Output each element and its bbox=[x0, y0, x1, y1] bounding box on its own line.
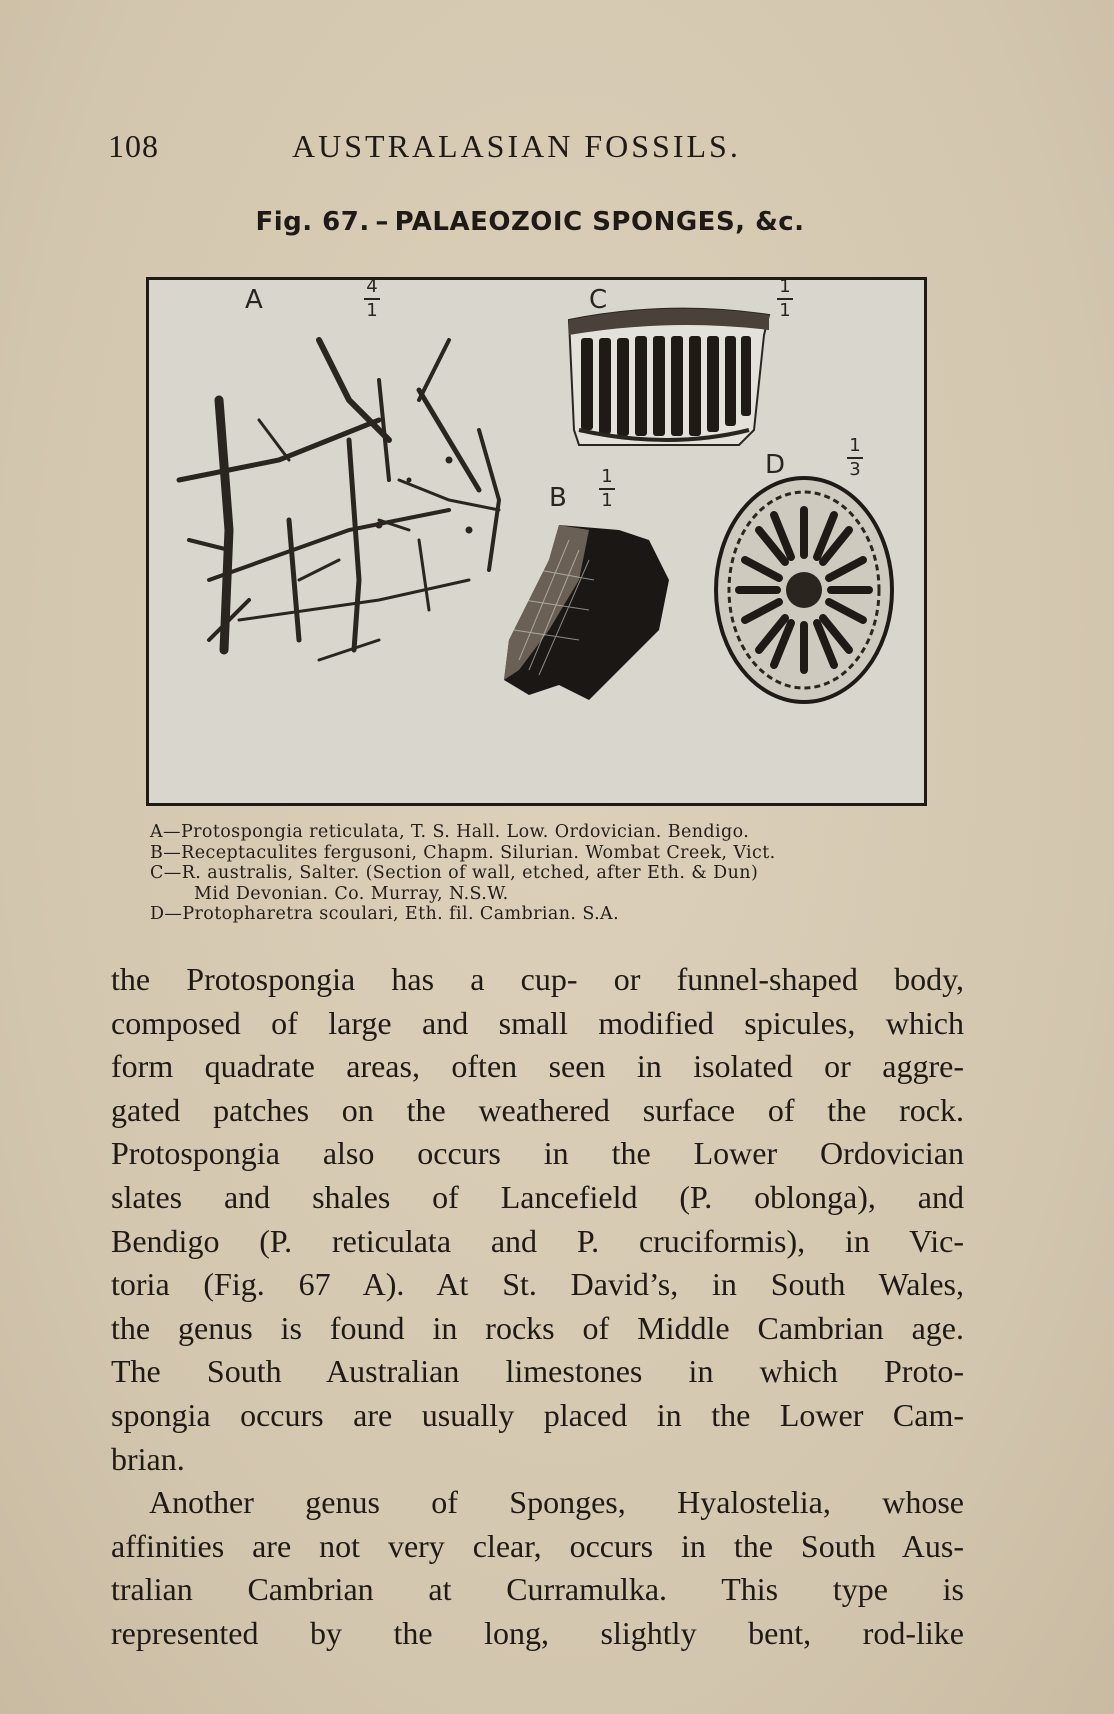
caption-line-a: A—Protospongia reticulata, T. S. Hall. Low. Ordovician. Bendigo. bbox=[150, 822, 750, 842]
fossil-illustrations bbox=[149, 280, 924, 803]
panel-d-scale: 1 3 bbox=[847, 437, 863, 479]
caption-line-c: C—R. australis, Salter. (Section of wall, etched, after Eth. & Dun) bbox=[150, 863, 759, 883]
fossil-a-protospongia bbox=[179, 340, 499, 660]
text-line: brian. bbox=[111, 1440, 185, 1477]
caption-line-d: D—Protopharetra scoulari, Eth. fil. Cambrian. S.A. bbox=[150, 904, 620, 924]
text-line: Protospongia also occurs in the Lower Ordovician bbox=[111, 1135, 964, 1172]
body-text bbox=[111, 958, 964, 1656]
text-line: The South Australian limestones in which Proto- bbox=[111, 1353, 964, 1390]
panel-a-scale: 4 1 bbox=[364, 278, 380, 320]
text-line: composed of large and small modified spicules, which bbox=[111, 1004, 964, 1041]
text-line: Another genus of Sponges, Hyalostelia, whose bbox=[149, 1484, 964, 1521]
text-line: toria (Fig. 67 A). At St. David’s, in South Wales, bbox=[111, 1266, 964, 1303]
text-line: the Protospongia has a cup- or funnel-shaped body, bbox=[111, 961, 964, 997]
fossil-d-protopharetra bbox=[716, 478, 892, 702]
text-line: gated patches on the weathered surface of the rock. bbox=[111, 1091, 964, 1128]
panel-a-label: A bbox=[245, 285, 263, 315]
text-line: represented by the long, slightly bent, rod-like bbox=[111, 1614, 964, 1651]
panel-c-scale: 1 1 bbox=[777, 278, 793, 320]
figure-title: Fig. 67. – PALAEOZOIC SPONGES, &c. bbox=[255, 207, 805, 237]
panel-c-label: C bbox=[589, 285, 608, 315]
text-line: form quadrate areas, often seen in isolated or aggre- bbox=[111, 1048, 964, 1085]
panel-d-label: D bbox=[765, 450, 786, 480]
panel-b-scale: 1 1 bbox=[599, 468, 615, 510]
running-title: AUSTRALASIAN FOSSILS. bbox=[292, 128, 741, 164]
figure-caption bbox=[150, 822, 970, 925]
text-line: tralian Cambrian at Curramulka. This type is bbox=[111, 1571, 964, 1608]
caption-line-b: B—Receptaculites fergusoni, Chapm. Silurian. Wombat Creek, Vict. bbox=[150, 842, 776, 863]
page-number: 108 bbox=[108, 128, 159, 164]
text-line: affinities are not very clear, occurs in the South Aus- bbox=[111, 1527, 964, 1564]
text-line: slates and shales of Lancefield (P. oblonga), and bbox=[111, 1178, 964, 1215]
caption-line-c-cont: Mid Devonian. Co. Murray, N.S.W. bbox=[194, 883, 509, 904]
fossil-c-receptaculites-australis bbox=[569, 309, 769, 445]
text-line: spongia occurs are usually placed in the Lower Cam- bbox=[111, 1396, 964, 1433]
panel-b-label: B bbox=[549, 483, 567, 513]
fossil-b-receptaculites-fergusoni bbox=[504, 525, 669, 700]
text-line: Bendigo (P. reticulata and P. cruciformis), in Vic- bbox=[111, 1222, 964, 1259]
text-line: the genus is found in rocks of Middle Cambrian age. bbox=[111, 1309, 964, 1346]
fossil-plate bbox=[146, 277, 927, 806]
